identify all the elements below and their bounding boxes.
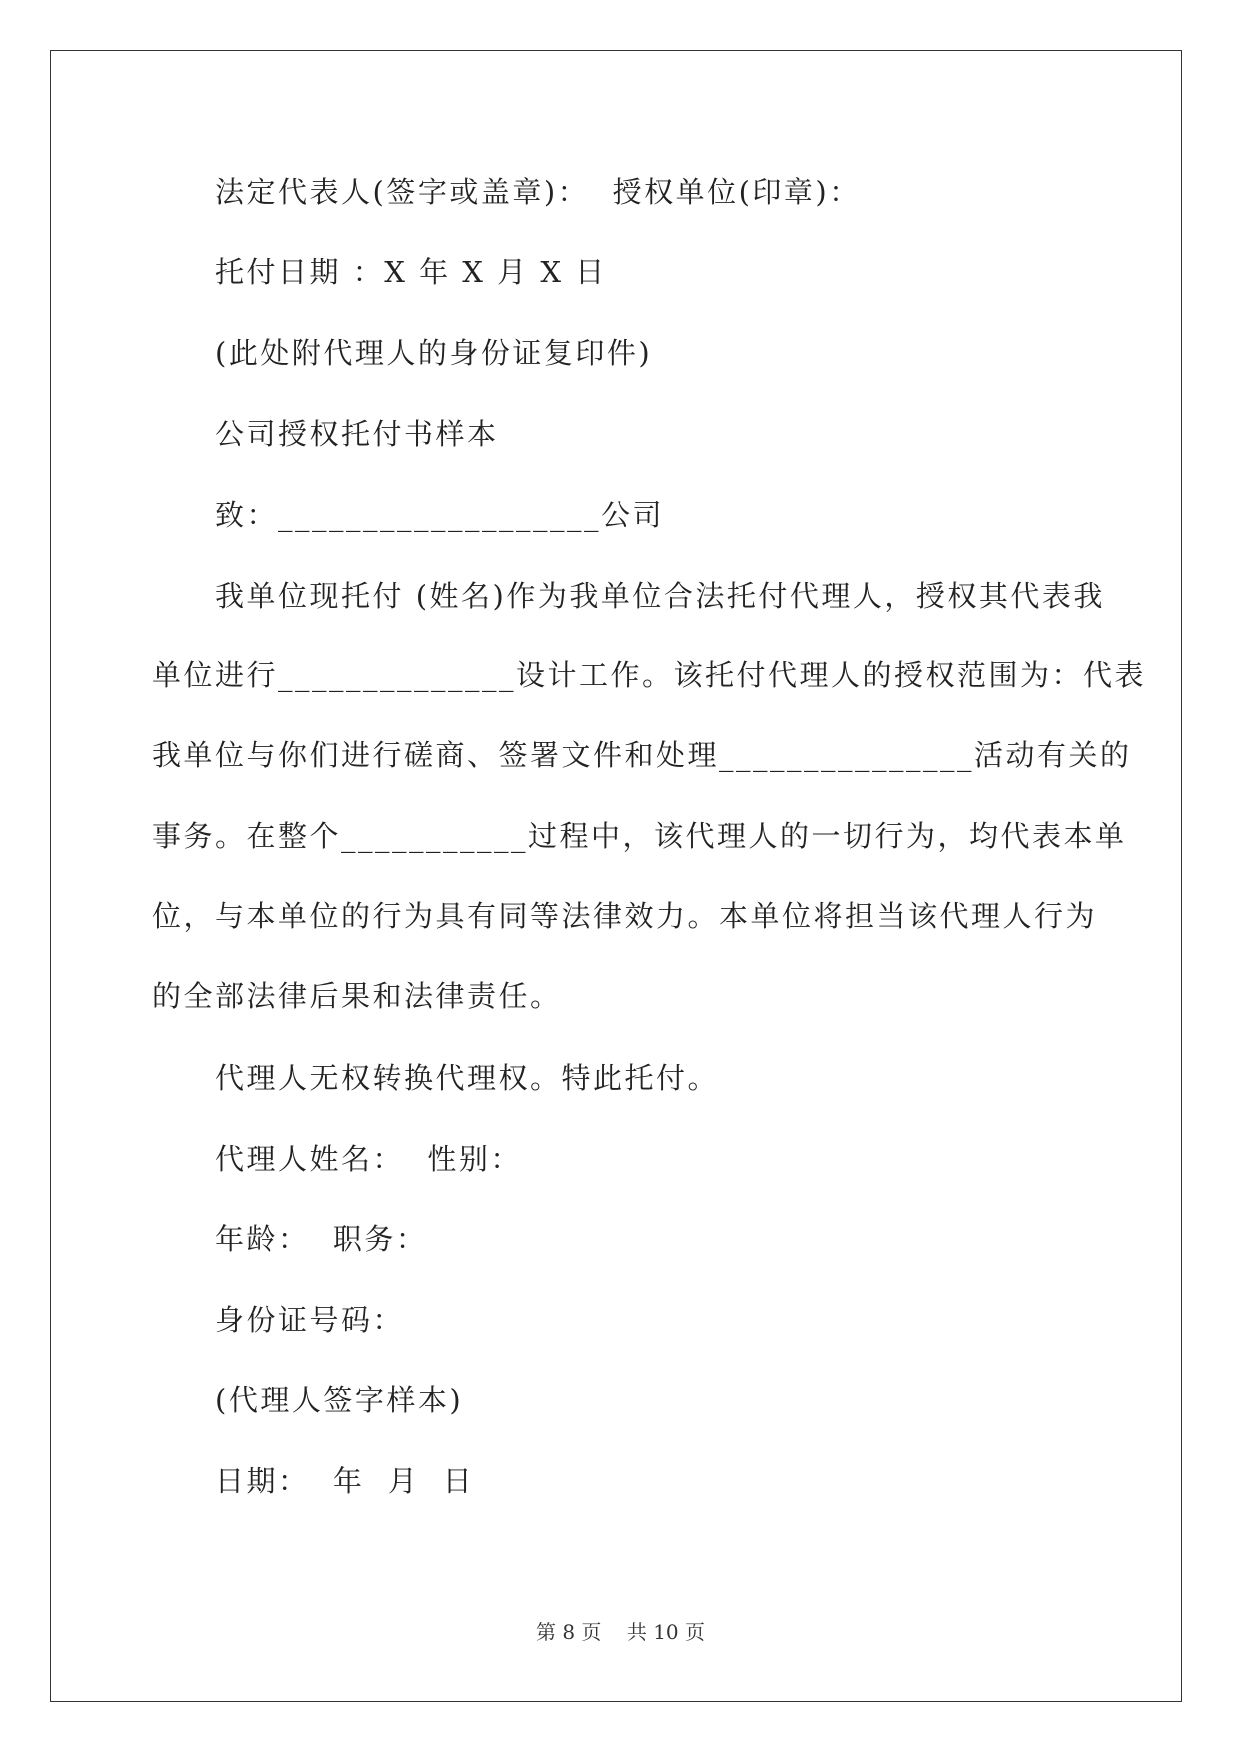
id-number-line: 身份证号码：: [215, 1303, 405, 1337]
agent-signature-sample-line: (代理人签字样本): [215, 1383, 464, 1417]
entrust-date-line: 托付日期 ：X 年 X 月 X 日: [215, 255, 607, 289]
page-number-footer: [0, 1619, 1241, 1645]
addressee-line: 致：___________________公司: [215, 498, 665, 532]
date-line: 日期： 年 月 日: [215, 1464, 475, 1498]
body-paragraph-line-6: 的全部法律后果和法律责任。: [152, 979, 562, 1013]
page-border: [50, 50, 1182, 1702]
body-paragraph-line-3: 我单位与你们进行磋商、签署文件和处理_______________活动有关的: [152, 738, 1132, 772]
page-number-label: 第 8 页 共 10 页: [535, 1620, 706, 1644]
body-paragraph-line-5: 位，与本单位的行为具有同等法律效力。本单位将担当该代理人行为: [152, 899, 1098, 933]
legal-rep-signature-line: 法定代表人(签字或盖章)： 授权单位(印章)：: [215, 175, 861, 209]
body-paragraph-line-2: 单位进行______________设计工作。该托付代理人的授权范围为：代表: [152, 658, 1147, 692]
body-paragraph-line-1: 我单位现托付 (姓名)作为我单位合法托付代理人，授权其代表我: [215, 579, 1105, 613]
sample-title: 公司授权托付书样本: [215, 417, 499, 451]
id-copy-note: (此处附代理人的身份证复印件): [215, 336, 653, 370]
agent-name-gender-line: 代理人姓名： 性别：: [215, 1142, 522, 1176]
no-transfer-clause: 代理人无权转换代理权。特此托付。: [215, 1061, 720, 1095]
body-paragraph-line-4: 事务。在整个___________过程中，该代理人的一切行为，均代表本单: [152, 819, 1127, 853]
age-position-line: 年龄： 职务：: [215, 1222, 428, 1256]
